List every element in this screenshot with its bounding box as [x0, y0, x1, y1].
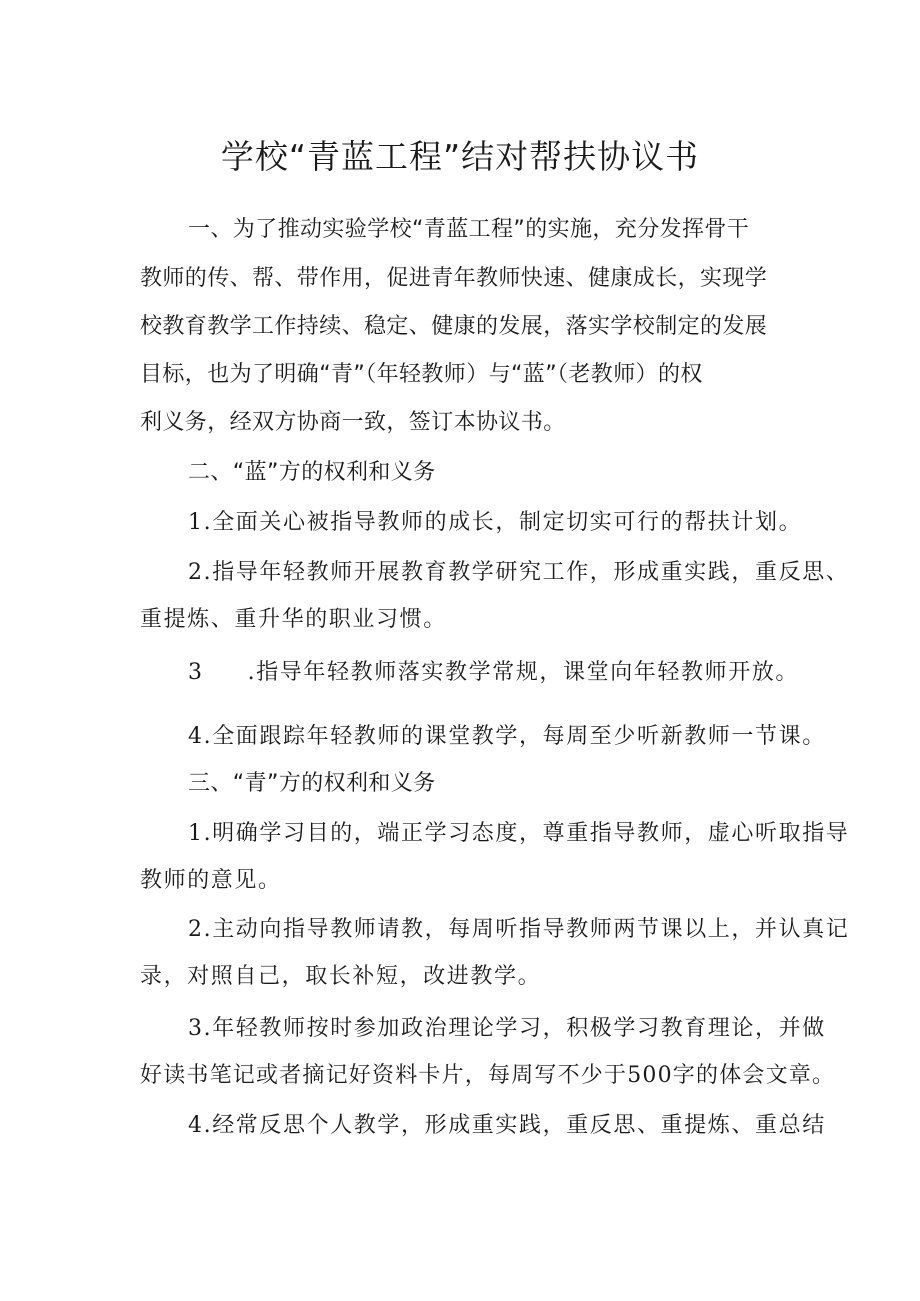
- section2-item-4: [188, 720, 826, 754]
- item-number: 3: [188, 660, 204, 685]
- section2-item-2: [188, 556, 849, 590]
- item-text: .指导年轻教师落实教学常规，课堂向年轻教师开放。: [247, 660, 800, 685]
- section3-item-4: [188, 1109, 826, 1143]
- section3-item-2: [188, 913, 849, 947]
- section2-item-1: [188, 506, 802, 540]
- item-number: 2: [188, 560, 204, 585]
- item-text: .全面关心被指导教师的成长，制定切实可行的帮扶计划。: [203, 510, 803, 535]
- document-title: 学校“青蓝工程”结对帮扶协议书: [220, 137, 700, 176]
- item-number: 2: [188, 917, 204, 942]
- section3-item-1: [188, 817, 849, 851]
- section3-item-3-cont: 好读书笔记或者摘记好资料卡片，每周写不少于500字的体会文章。: [140, 1063, 836, 1088]
- item-text: .经常反思个人教学，形成重实践，重反思、重提炼、重总结: [203, 1113, 826, 1138]
- section2-item-2-cont: 重提炼、重升华的职业习惯。: [140, 607, 447, 632]
- item-number: 4: [188, 1113, 204, 1138]
- section3-item-3: [188, 1012, 826, 1046]
- section3-heading: 三、“青”方的权利和义务: [188, 771, 436, 796]
- item-number: 1: [188, 821, 204, 846]
- section2-heading: 二、“蓝”方的权利和义务: [188, 460, 436, 485]
- section2-item-3: [188, 656, 799, 690]
- item-text: .全面跟踪年轻教师的课堂教学，每周至少听新教师一节课。: [203, 724, 826, 749]
- item-text: .明确学习目的，端正学习态度，尊重指导教师，虚心听取指导: [203, 821, 850, 846]
- item-text: .年轻教师按时参加政治理论学习，积极学习教育理论，并做: [203, 1016, 826, 1041]
- item-text: .指导年轻教师开展教育教学研究工作，形成重实践，重反思、: [203, 560, 850, 585]
- item-number: 3: [188, 1016, 204, 1041]
- item-number: 4: [188, 724, 204, 749]
- section1-line-2: 教师的传、帮、带作用，促进青年教师快速、健康成长，实现学: [140, 266, 768, 291]
- section1-line-4: 目标，也为了明确“青”（年轻教师）与“蓝”（老教师）的权: [140, 362, 703, 387]
- section1-line-1: 一、为了推动实验学校“青蓝工程”的实施，充分发挥骨干: [188, 217, 750, 242]
- section3-item-2-cont: 录，对照自己，取长补短，改进教学。: [140, 964, 542, 989]
- section3-item-1-cont: 教师的意见。: [140, 868, 282, 893]
- section1-line-5: 利义务，经双方协商一致，签订本协议书。: [140, 410, 566, 435]
- section1-line-3: 校教育教学工作持续、稳定、健康的发展，落实学校制定的发展: [140, 314, 768, 339]
- item-text: .主动向指导教师请教，每周听指导教师两节课以上，并认真记: [203, 917, 850, 942]
- item-number: 1: [188, 510, 204, 535]
